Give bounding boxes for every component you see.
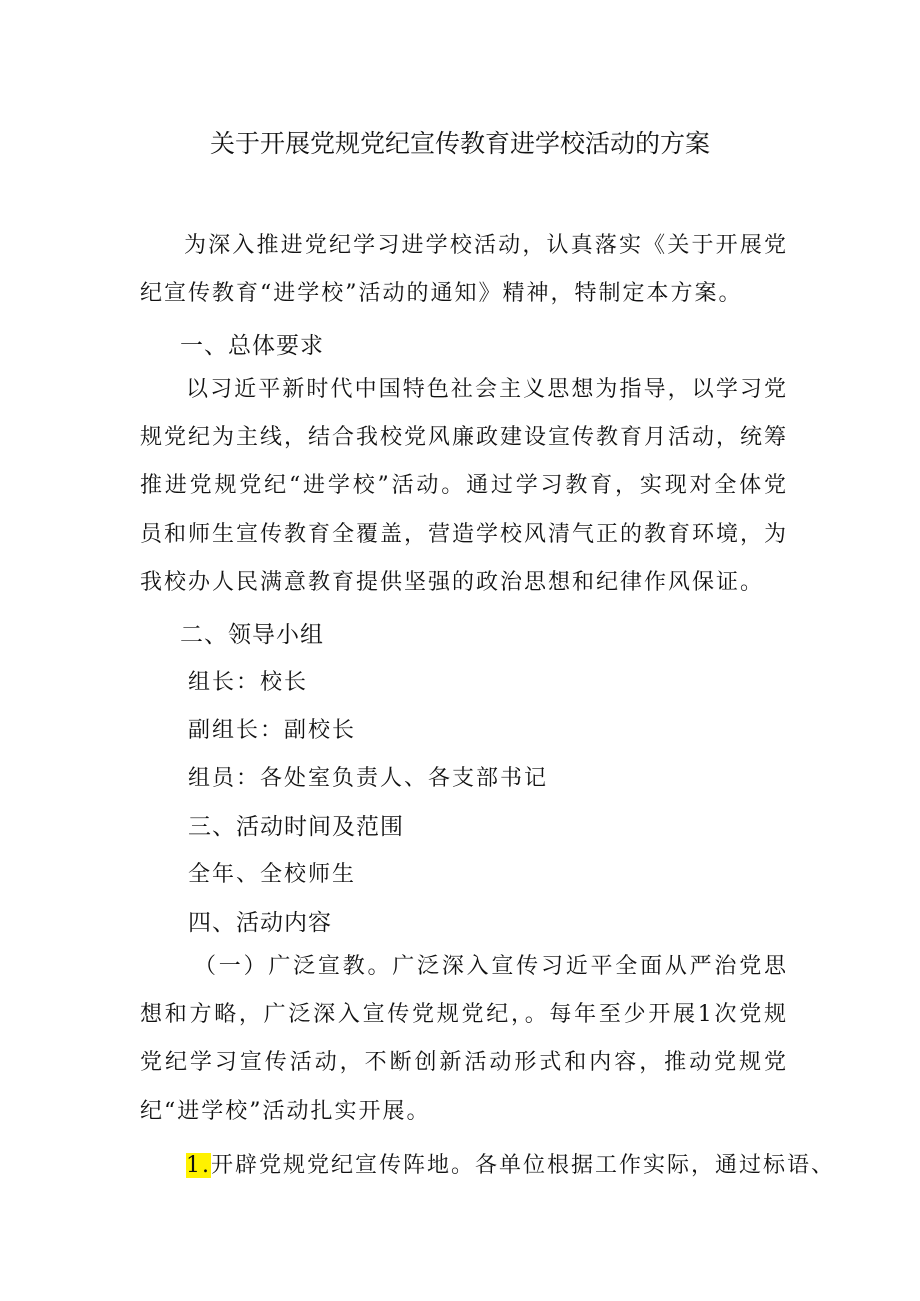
section-heading-leadership-group: 二、领导小组	[180, 622, 324, 648]
section-heading-time-and-scope: 三、活动时间及范围	[188, 814, 404, 840]
subitem-text: 开辟党规党纪宣传阵地。各单位根据工作实际，通过标语、	[211, 1153, 836, 1178]
time-and-scope-text: 全年、全校师生	[188, 862, 357, 887]
subitem-line	[186, 1148, 835, 1179]
intro-paragraph: 为深入推进党纪学习进学校活动，认真落实《关于开展党纪宣传教育“进学校”活动的通知》精神，特制定本方案。	[140, 233, 788, 307]
section-heading-overall-requirements: 一、总体要求	[180, 333, 324, 359]
highlighted-item-number: 1.	[186, 1153, 211, 1178]
group-members-line: 组员：各处室负责人、各支部书记	[188, 766, 549, 791]
section-heading-activity-content: 四、活动内容	[188, 910, 332, 936]
broad-publicity-paragraph: （一）广泛宣教。广泛深入宣传习近平全面从严治党思想和方略，广泛深入宣传党规党纪，。每年至少开展1次党规党纪学习宣传活动，不断创新活动形式和内容，推动党规党纪“进学校”活动扎实开展。	[140, 954, 788, 1124]
group-leader-line: 组长：校长	[188, 670, 309, 695]
document-title: 关于开展党规党纪宣传教育进学校活动的方案	[209, 129, 710, 158]
deputy-leader-line: 副组长：副校长	[188, 718, 357, 743]
overall-requirements-paragraph: 以习近平新时代中国特色社会主义思想为指导，以学习党规党纪为主线，结合我校党风廉政建设宣传教育月活动，统筹推进党规党纪“进学校”活动。通过学习教育，实现对全体党员和师生宣传教育全覆盖，营造学校风清气正的教育环境，为我校办人民满意教育提供坚强的政治思想和纪律作风保证。	[140, 377, 789, 595]
